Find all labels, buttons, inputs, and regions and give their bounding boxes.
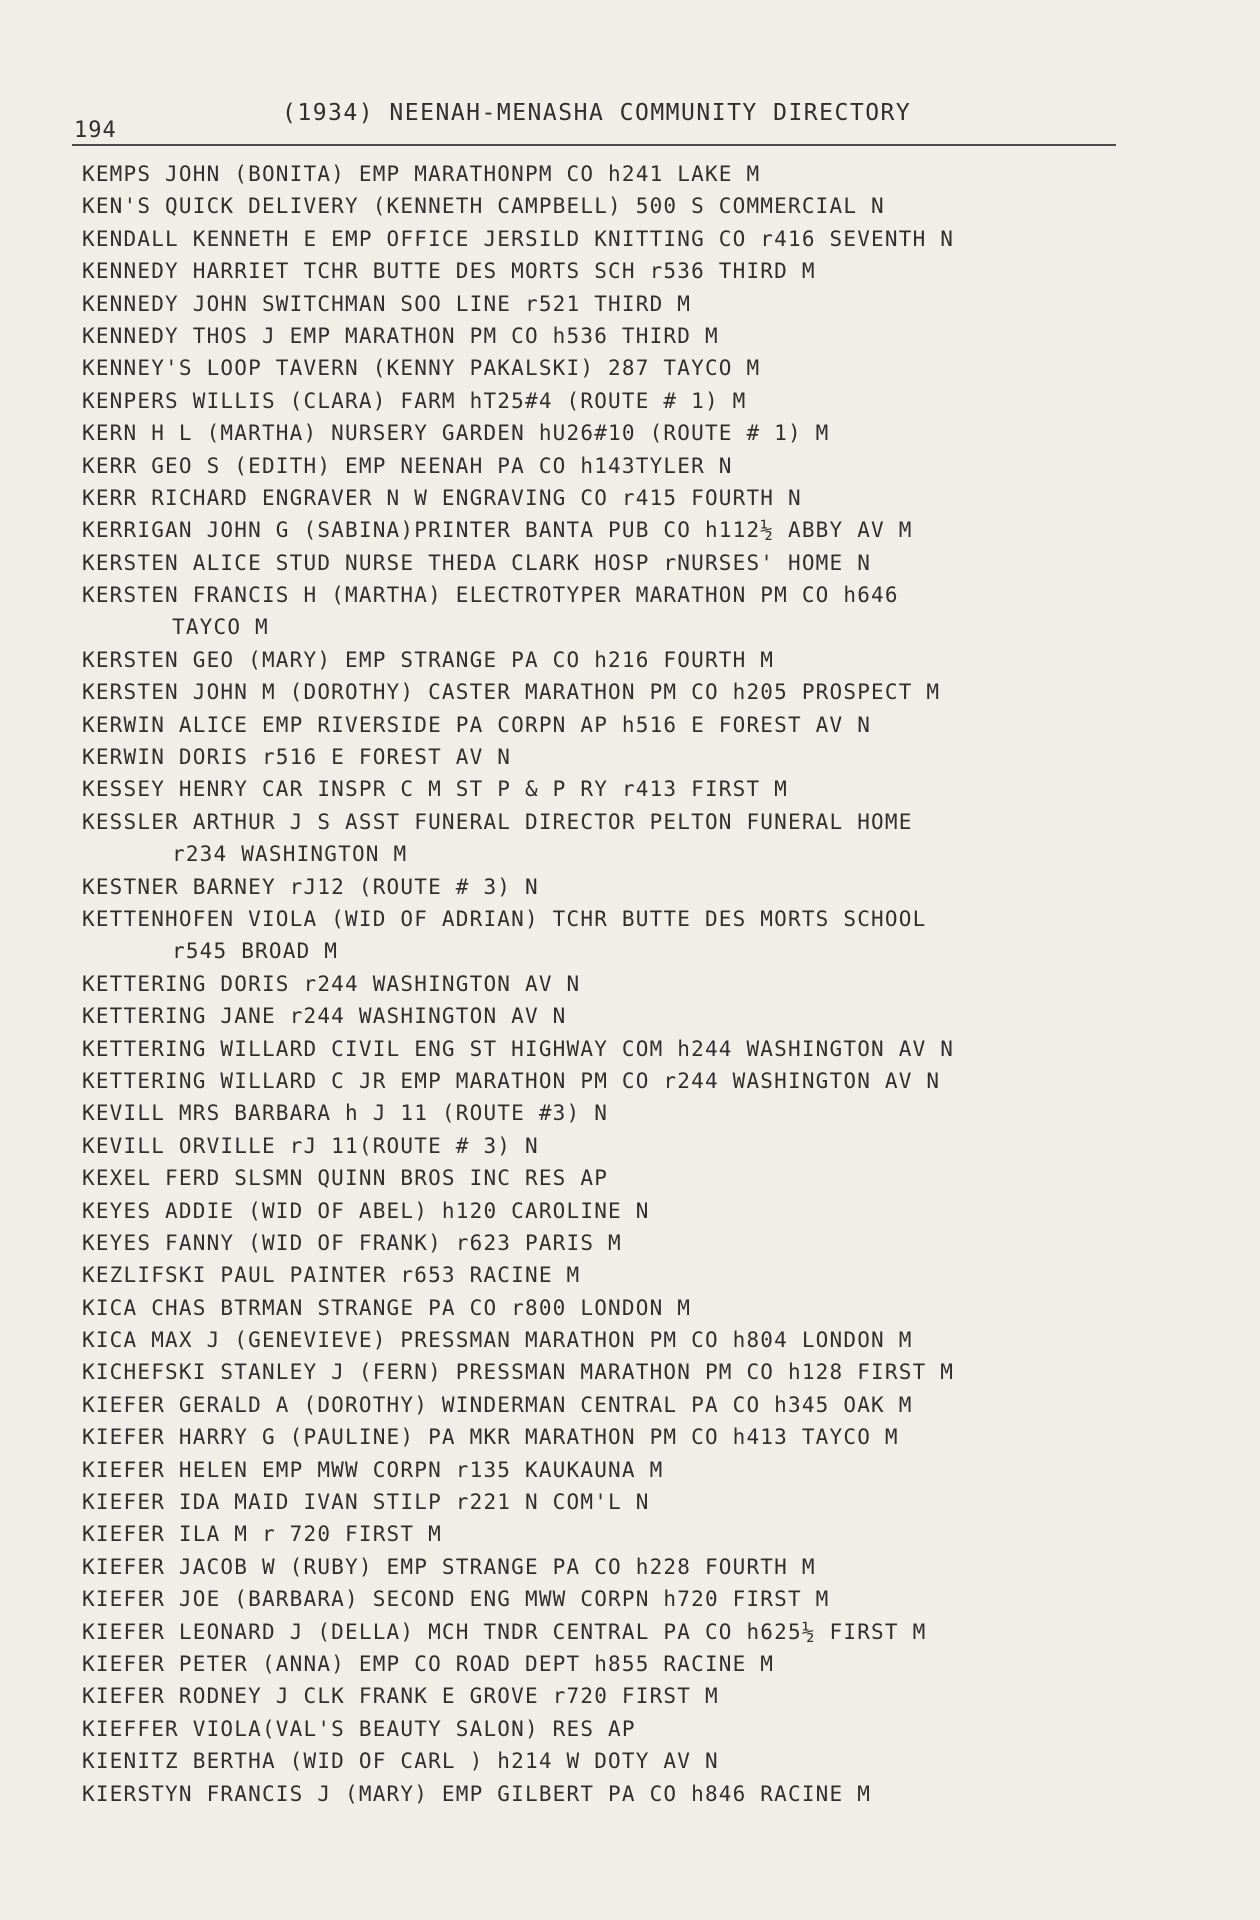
directory-entry-continuation: r545 BROAD M (172, 939, 339, 964)
directory-entry: KETTENHOFEN VIOLA (WID OF ADRIAN) TCHR BUTTE DES MORTS SCHOOL (82, 906, 927, 931)
directory-entry: KIEFER RODNEY J CLK FRANK E GROVE r720 FIRST M (82, 1684, 719, 1709)
directory-entry: KIEFER JACOB W (RUBY) EMP STRANGE PA CO h228 FOURTH M (82, 1554, 816, 1579)
directory-entry: KERN H L (MARTHA) NURSERY GARDEN hU26#10 (ROUTE # 1) M (82, 421, 830, 446)
directory-entry: KERR RICHARD ENGRAVER N W ENGRAVING CO r415 FOURTH N (82, 485, 802, 510)
directory-entry: KICA MAX J (GENEVIEVE) PRESSMAN MARATHON PM CO h804 LONDON M (82, 1328, 913, 1353)
directory-entry-continuation: r234 WASHINGTON M (172, 842, 408, 867)
directory-entry: KEYES FANNY (WID OF FRANK) r623 PARIS M (82, 1230, 622, 1255)
directory-entry: KIERSTYN FRANCIS J (MARY) EMP GILBERT PA CO h846 RACINE M (82, 1781, 872, 1806)
directory-entry: KEZLIFSKI PAUL PAINTER r653 RACINE M (82, 1263, 581, 1288)
directory-entry: KIEFER IDA MAID IVAN STILP r221 N COM'L N (82, 1490, 650, 1515)
directory-entry: KIEFER LEONARD J (DELLA) MCH TNDR CENTRAL PA CO h625½ FIRST M (82, 1619, 927, 1644)
page-title: (1934) NEENAH-MENASHA COMMUNITY DIRECTORY (282, 100, 912, 126)
directory-entry: KERRIGAN JOHN G (SABINA)PRINTER BANTA PUB CO h112½ ABBY AV M (82, 518, 913, 543)
directory-entry: KIEFER HARRY G (PAULINE) PA MKR MARATHON PM CO h413 TAYCO M (82, 1425, 899, 1450)
directory-entry: KERWIN DORIS r516 E FOREST AV N (82, 745, 512, 770)
directory-entry: KERWIN ALICE EMP RIVERSIDE PA CORPN AP h516 E FOREST AV N (82, 712, 872, 737)
directory-entry: KENNEDY THOS J EMP MARATHON PM CO h536 THIRD M (82, 323, 719, 348)
directory-entry: KIEFFER VIOLA(VAL'S BEAUTY SALON) RES AP (82, 1716, 636, 1741)
directory-entry: KEMPS JOHN (BONITA) EMP MARATHONPM CO h241 LAKE M (82, 162, 761, 186)
directory-entry: KESTNER BARNEY rJ12 (ROUTE # 3) N (82, 874, 539, 899)
directory-entry: KETTERING WILLARD C JR EMP MARATHON PM CO r244 WASHINGTON AV N (82, 1068, 941, 1093)
directory-entry: KENNEDY HARRIET TCHR BUTTE DES MORTS SCH r536 THIRD M (82, 259, 816, 284)
directory-entry: KERSTEN ALICE STUD NURSE THEDA CLARK HOSP rNURSES' HOME N (82, 550, 872, 575)
directory-entry: KEXEL FERD SLSMN QUINN BROS INC RES AP (82, 1166, 609, 1191)
directory-entry-continuation: TAYCO M (172, 615, 269, 640)
directory-entry: KESSLER ARTHUR J S ASST FUNERAL DIRECTOR PELTON FUNERAL HOME (82, 809, 913, 834)
directory-entry: KIEFER GERALD A (DOROTHY) WINDERMAN CENTRAL PA CO h345 OAK M (82, 1392, 913, 1417)
directory-entry: KEVILL MRS BARBARA h J 11 (ROUTE #3) N (82, 1101, 609, 1126)
directory-entry: KIEFER PETER (ANNA) EMP CO ROAD DEPT h855 RACINE M (82, 1651, 775, 1676)
directory-entry: KENNEDY JOHN SWITCHMAN SOO LINE r521 THIRD M (82, 291, 692, 316)
page-header (74, 96, 1116, 144)
directory-entry: KIEFER HELEN EMP MWW CORPN r135 KAUKAUNA M (82, 1457, 664, 1482)
directory-entry: KEN'S QUICK DELIVERY (KENNETH CAMPBELL) 500 S COMMERCIAL N (82, 194, 885, 219)
page-number: 194 (74, 118, 117, 143)
directory-entry: KERSTEN FRANCIS H (MARTHA) ELECTROTYPER MARATHON PM CO h646 (82, 583, 899, 608)
directory-entry: KICHEFSKI STANLEY J (FERN) PRESSMAN MARATHON PM CO h128 FIRST M (82, 1360, 955, 1385)
directory-entry: KENNEY'S LOOP TAVERN (KENNY PAKALSKI) 287 TAYCO M (82, 356, 761, 381)
header-rule (72, 144, 1116, 146)
directory-entry: KERSTEN GEO (MARY) EMP STRANGE PA CO h216 FOURTH M (82, 647, 775, 672)
directory-entry: KEVILL ORVILLE rJ 11(ROUTE # 3) N (82, 1133, 539, 1158)
directory-entry: KIEFER JOE (BARBARA) SECOND ENG MWW CORPN h720 FIRST M (82, 1587, 830, 1612)
directory-entry: KENPERS WILLIS (CLARA) FARM hT25#4 (ROUTE # 1) M (82, 388, 747, 413)
directory-entry: KENDALL KENNETH E EMP OFFICE JERSILD KNITTING CO r416 SEVENTH N (82, 226, 955, 251)
directory-entry: KETTERING DORIS r244 WASHINGTON AV N (82, 971, 581, 996)
directory-entry: KERSTEN JOHN M (DOROTHY) CASTER MARATHON PM CO h205 PROSPECT M (82, 680, 941, 705)
directory-entry: KESSEY HENRY CAR INSPR C M ST P & P RY r413 FIRST M (82, 777, 788, 802)
directory-entry: KIENITZ BERTHA (WID OF CARL ) h214 W DOTY AV N (82, 1749, 719, 1774)
directory-entry: KEYES ADDIE (WID OF ABEL) h120 CAROLINE N (82, 1198, 650, 1223)
directory-entry: KIEFER ILA M r 720 FIRST M (82, 1522, 442, 1547)
directory-entries (82, 158, 1162, 1810)
directory-entry: KICA CHAS BTRMAN STRANGE PA CO r800 LONDON M (82, 1295, 692, 1320)
directory-entry: KETTERING WILLARD CIVIL ENG ST HIGHWAY COM h244 WASHINGTON AV N (82, 1036, 955, 1061)
directory-entry: KETTERING JANE r244 WASHINGTON AV N (82, 1004, 567, 1029)
directory-entry: KERR GEO S (EDITH) EMP NEENAH PA CO h143TYLER N (82, 453, 733, 478)
